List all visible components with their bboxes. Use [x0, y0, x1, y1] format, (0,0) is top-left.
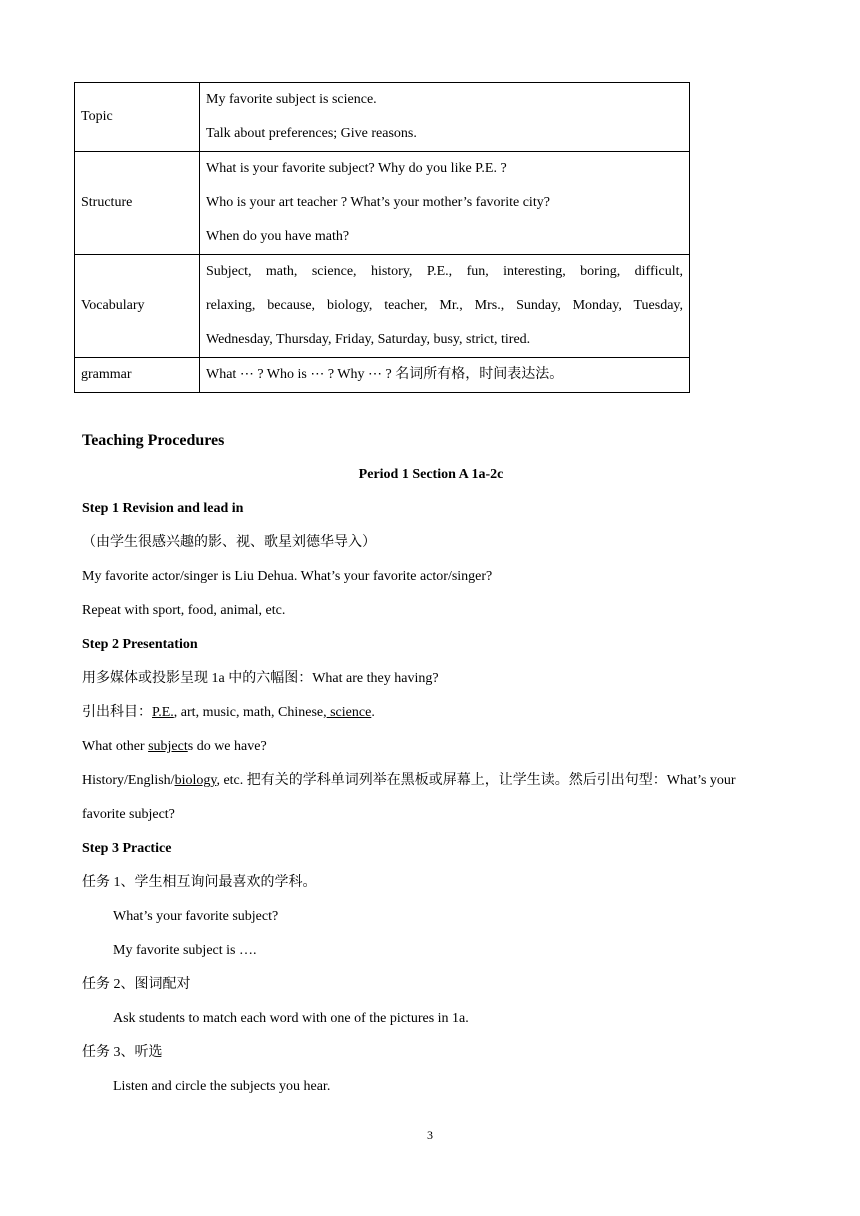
page-number: 3 — [427, 1128, 433, 1142]
row-content — [200, 255, 690, 358]
text: 引出科目： — [82, 705, 152, 720]
step2-line1: 用多媒体或投影呈现 1a 中的六幅图：What are they having? — [82, 671, 439, 686]
step2-title: Step 2 Presentation — [82, 637, 198, 652]
cell-line: Who is your art teacher ? What’s your mother’s favorite city? — [206, 195, 550, 210]
cell-line: Talk about preferences; Give reasons. — [206, 126, 417, 141]
step1-line1: My favorite actor/singer is Liu Dehua. What’s your favorite actor/singer? — [82, 569, 493, 584]
underlined-word: P.E. — [152, 705, 174, 720]
text: s do we have? — [187, 739, 267, 754]
row-label: Topic — [75, 83, 200, 152]
cell-line: Subject, math, science, history, P.E., fun, interesting, boring, difficult, — [206, 264, 683, 279]
row-label: Structure — [75, 152, 200, 255]
row-content — [200, 358, 690, 393]
text: , art, music, math, Chinese, — [173, 705, 327, 720]
teaching-procedures — [82, 424, 792, 1104]
task2-text: Ask students to match each word with one of the pictures in 1a. — [113, 1011, 469, 1026]
table-row-grammar — [75, 358, 690, 393]
task2: 任务 2、图词配对 — [82, 977, 191, 992]
step2-line2 — [82, 696, 792, 730]
text: History/English/ — [82, 773, 175, 788]
row-content — [200, 152, 690, 255]
task1-question: What’s your favorite subject? — [113, 909, 279, 924]
underlined-word: subject — [148, 739, 188, 754]
table-row-structure — [75, 152, 690, 255]
step2-line3 — [82, 730, 792, 764]
row-content — [200, 83, 690, 152]
cell-line: My favorite subject is science. — [206, 92, 377, 107]
underlined-word: biology — [174, 773, 217, 788]
table-row-topic — [75, 83, 690, 152]
cell-line: Wednesday, Thursday, Friday, Saturday, busy, strict, tired. — [206, 332, 531, 347]
table-row-vocabulary — [75, 255, 690, 358]
lesson-info-table — [74, 82, 690, 393]
step2-line5: favorite subject? — [82, 807, 175, 822]
underlined-word: science — [326, 705, 372, 720]
row-label: Vocabulary — [75, 255, 200, 358]
section-heading: Teaching Procedures — [82, 432, 225, 449]
step3-title: Step 3 Practice — [82, 841, 172, 856]
task1: 任务 1、学生相互询问最喜欢的学科。 — [82, 875, 317, 890]
task1-answer: My favorite subject is …. — [113, 943, 257, 958]
step2-line4 — [82, 764, 792, 798]
step1-note: （由学生很感兴趣的影、视、歌星刘德华导入） — [82, 535, 376, 550]
text: What other — [82, 739, 149, 754]
step1-line2: Repeat with sport, food, animal, etc. — [82, 603, 286, 618]
text: . — [371, 705, 375, 720]
task3: 任务 3、听选 — [82, 1045, 163, 1060]
period-title: Period 1 Section A 1a-2c — [358, 467, 504, 482]
cell-line: relaxing, because, biology, teacher, Mr., Mrs., Sunday, Monday, Tuesday, — [206, 298, 683, 313]
cell-line: What is your favorite subject? Why do you like P.E. ? — [206, 161, 507, 176]
step1-title: Step 1 Revision and lead in — [82, 501, 244, 516]
cell-line: What ⋯ ? Who is ⋯ ? Why ⋯ ? 名词所有格，时间表达法。 — [206, 367, 564, 382]
task3-text: Listen and circle the subjects you hear. — [113, 1079, 331, 1094]
cell-line: When do you have math? — [206, 229, 350, 244]
row-label: grammar — [75, 358, 200, 393]
text: , etc. 把有关的学科单词列举在黑板或屏幕上，让学生读。然后引出句型：What’s your — [216, 773, 736, 788]
